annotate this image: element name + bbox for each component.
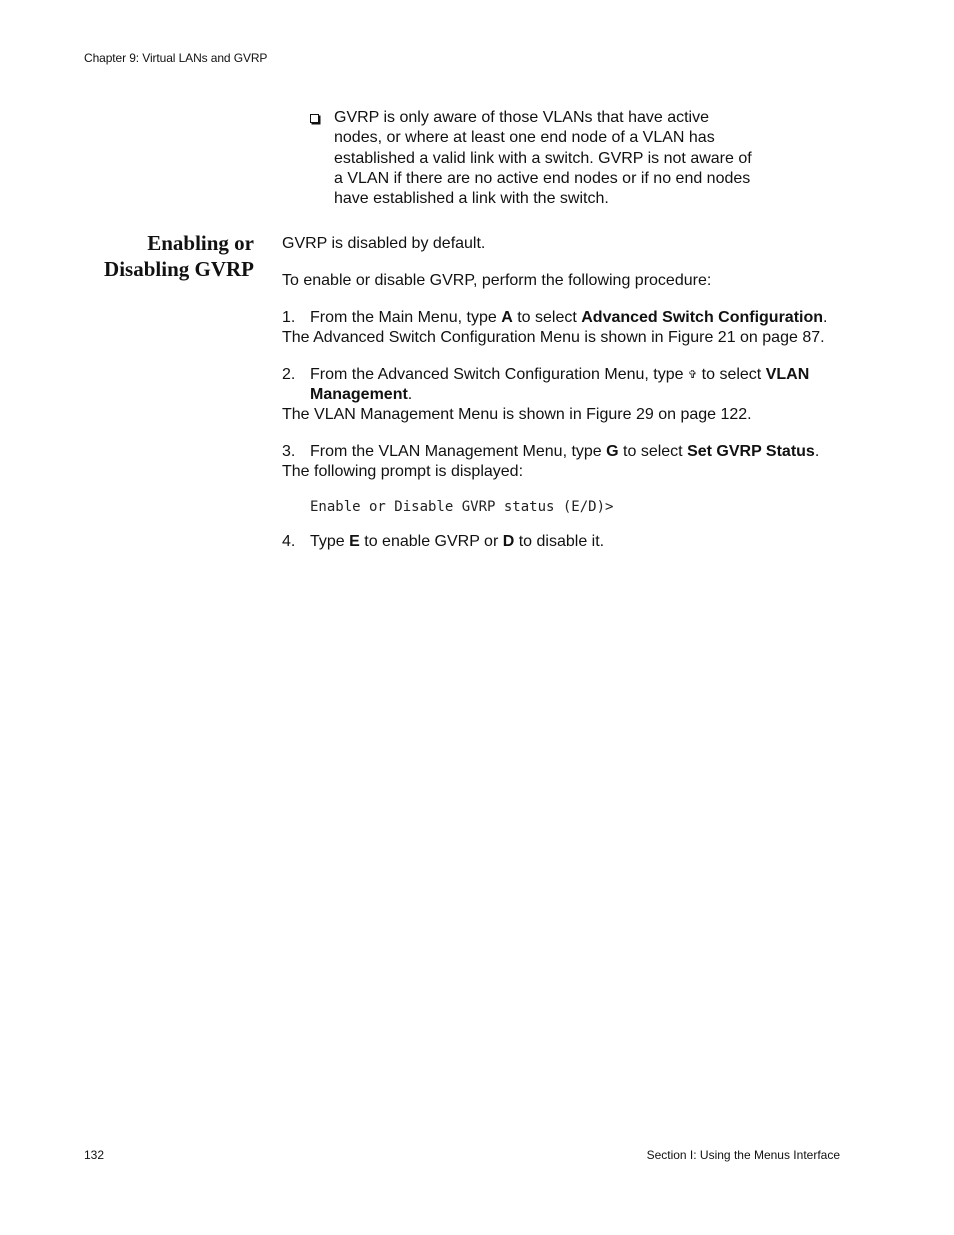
menu-key: D (502, 532, 515, 550)
step-text: From the Main Menu, type A to select Advanced Switch Configuration. (310, 308, 828, 326)
checkbox-square-icon (310, 114, 319, 123)
page-number: 132 (84, 1148, 105, 1162)
running-head: Chapter 9: Virtual LANs and GVRP (84, 51, 268, 65)
bullet-text: GVRP is only aware of those VLANs that have active nodes, or where at least one end node of a VLAN has established a valid link with a switch. GVRP is not aware of a VLAN if there are no active end nodes or if no end nodes have established a link with the switch. (334, 109, 752, 208)
step-note: The Advanced Switch Configuration Menu is shown in Figure 21 on page 87. (282, 328, 825, 346)
menu-target: Advanced Switch Configuration (581, 308, 824, 326)
menu-key: G (606, 443, 619, 461)
menu-target: VLAN Management (310, 365, 810, 403)
step-note: The VLAN Management Menu is shown in Figure 29 on page 122. (282, 406, 752, 424)
console-prompt: Enable or Disable GVRP status (E/D)> (310, 498, 614, 515)
section-heading-line2: Disabling GVRP (104, 257, 254, 281)
step-number: 4. (282, 532, 296, 550)
lead-paragraph: To enable or disable GVRP, perform the following procedure: (282, 271, 712, 289)
section-heading (60, 230, 254, 282)
step-2 (282, 365, 852, 406)
step-number: 2. (282, 365, 296, 383)
menu-key: A (501, 308, 513, 326)
step-number: 3. (282, 443, 296, 461)
step-text: From the Advanced Switch Configuration Menu, type ✞ to select VLAN Management. (310, 365, 810, 403)
menu-target: Set GVRP Status (687, 443, 815, 461)
section-heading-line1: Enabling or (147, 231, 254, 255)
step-text: Type E to enable GVRP or D to disable it. (310, 532, 605, 550)
footer-section-title: Section I: Using the Menus Interface (646, 1148, 840, 1162)
step-3 (282, 442, 852, 462)
step-1 (282, 308, 852, 328)
step-number: 1. (282, 308, 296, 326)
body-column (282, 234, 852, 552)
step-note: The following prompt is displayed: (282, 463, 524, 481)
intro-paragraph: GVRP is disabled by default. (282, 235, 486, 252)
menu-key: ✞ (687, 368, 698, 381)
menu-key: E (349, 532, 360, 550)
step-text: From the VLAN Management Menu, type G to select Set GVRP Status. (310, 443, 820, 461)
step-4 (282, 532, 852, 552)
bullet-item (310, 108, 755, 209)
